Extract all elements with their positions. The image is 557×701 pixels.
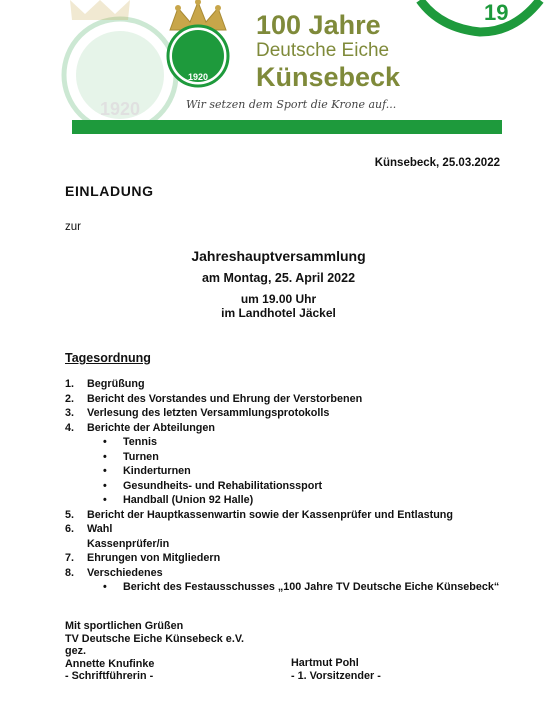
club-wordmark: [256, 10, 400, 92]
slogan: Wir setzen dem Sport die Krone auf...: [186, 98, 397, 111]
agenda-item: [65, 493, 535, 508]
wordmark-line-3: Künsebeck: [256, 62, 401, 92]
event-name: Jahreshauptversammlung: [191, 248, 366, 264]
closing-gez: gez.: [65, 645, 86, 657]
agenda-item-number: 8.: [65, 566, 75, 579]
agenda-item-number: 2.: [65, 392, 75, 405]
corner-logo-fragment: [420, 0, 540, 32]
header-divider-bar: [72, 120, 502, 134]
agenda-item: [65, 392, 535, 407]
agenda-item: [65, 435, 535, 450]
event-location: im Landhotel Jäckel: [221, 306, 336, 320]
agenda-heading: Tagesordnung: [65, 351, 151, 365]
agenda-item-number: 1.: [65, 378, 75, 390]
agenda-item-text: Ehrungen von Mitgliedern: [87, 552, 221, 564]
agenda-item: [65, 450, 535, 465]
closing-greeting: Mit sportlichen Grüßen: [65, 620, 184, 632]
bullet-icon: •: [103, 479, 107, 492]
event-time: um 19.00 Uhr: [240, 292, 317, 306]
letter-title: EINLADUNG: [65, 183, 154, 199]
agenda-item: [65, 479, 535, 494]
club-logo-icon: [168, 26, 228, 86]
signer-left-role: - Schriftführerin -: [65, 670, 154, 682]
closing-org: TV Deutsche Eiche Künsebeck e.V.: [65, 632, 245, 645]
event-date: am Montag, 25. April 2022: [201, 271, 356, 285]
agenda-item: [65, 566, 535, 581]
signer-right-role: - 1. Vorsitzender -: [291, 669, 381, 682]
svg-text:1920: 1920: [99, 99, 141, 119]
agenda-item: [65, 421, 535, 436]
agenda-item-number: 7.: [65, 552, 75, 564]
agenda-item: [65, 377, 535, 392]
agenda-item: [65, 551, 535, 566]
wordmark-line-1: 100 Jahre: [256, 10, 381, 40]
agenda-item-text: Kassenprüfer/in: [87, 537, 170, 550]
svg-text:1920: 1920: [187, 72, 209, 82]
svg-text:19: 19: [484, 0, 509, 25]
agenda-item-text: Verlesung des letzten Versammlungsprotokolls: [87, 407, 330, 419]
letter-date: Künsebeck, 25.03.2022: [374, 157, 500, 169]
signer-left-name: Annette Knufinke: [65, 657, 155, 670]
agenda-item-text: Bericht der Hauptkassenwartin sowie der Kassenprüfer und Entlastung: [87, 508, 453, 521]
agenda-item-text: Begrüßung: [87, 378, 145, 390]
agenda-item-number: 5.: [65, 508, 75, 521]
agenda-item: [65, 508, 535, 523]
agenda-item-text: Tennis: [123, 436, 157, 448]
bullet-icon: •: [103, 494, 107, 506]
closing-right: [291, 657, 381, 682]
bullet-icon: •: [103, 436, 107, 448]
faded-logo: [64, 19, 176, 131]
closing-left: [65, 620, 244, 683]
faded-crown-icon: [70, 0, 130, 20]
agenda-item-text: Gesundheits- und Rehabilitationssport: [123, 479, 323, 492]
bullet-icon: •: [103, 581, 107, 593]
agenda-item-text: Kinderturnen: [123, 465, 191, 477]
signer-right-name: Hartmut Pohl: [291, 657, 359, 669]
agenda-item-text: Handball (Union 92 Halle): [123, 494, 254, 506]
agenda-item: [65, 464, 535, 479]
agenda-item-text: Berichte der Abteilungen: [87, 421, 215, 434]
agenda-item-text: Bericht des Festausschusses „100 Jahre TV Deutsche Eiche Künsebeck“: [123, 581, 500, 593]
intro-word: zur: [65, 221, 81, 233]
agenda-list: [65, 377, 535, 595]
bullet-icon: •: [103, 465, 107, 477]
agenda-item: [65, 580, 535, 595]
agenda-item: [65, 537, 535, 552]
agenda-item-text: Turnen: [123, 450, 159, 463]
agenda-item: [65, 406, 535, 421]
letterhead: [0, 0, 557, 140]
agenda-item-number: 6.: [65, 523, 75, 535]
agenda-item-text: Wahl: [87, 523, 113, 535]
bullet-icon: •: [103, 450, 107, 463]
agenda-item-text: Verschiedenes: [87, 566, 163, 579]
agenda-item-text: Bericht des Vorstandes und Ehrung der Verstorbenen: [87, 392, 363, 405]
wordmark-line-2: Deutsche Eiche: [256, 40, 390, 61]
agenda-item: [65, 522, 535, 537]
agenda-item-number: 4.: [65, 421, 75, 434]
agenda-item-number: 3.: [65, 407, 75, 419]
